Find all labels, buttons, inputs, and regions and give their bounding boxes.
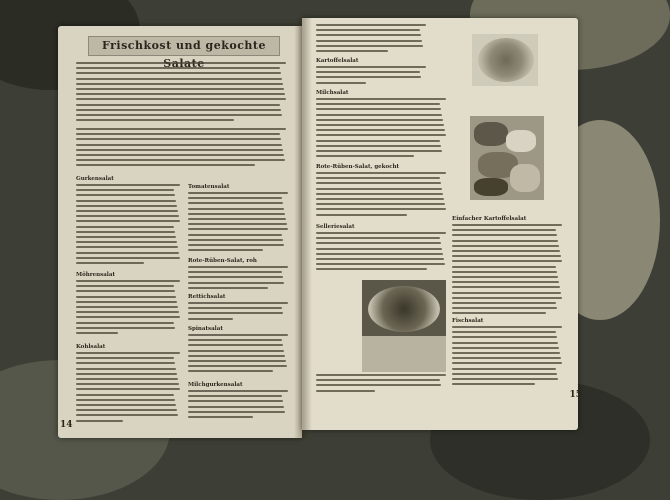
text-line bbox=[452, 336, 557, 338]
section-heading: Fischsalat bbox=[452, 318, 484, 324]
text-line bbox=[452, 342, 558, 344]
text-line bbox=[76, 93, 285, 95]
text-line bbox=[76, 257, 180, 259]
text-line bbox=[452, 271, 557, 273]
text-line bbox=[316, 384, 441, 386]
text-line bbox=[76, 189, 174, 191]
text-line bbox=[76, 290, 175, 292]
text-line bbox=[188, 266, 288, 268]
text-line bbox=[316, 66, 426, 68]
text-line bbox=[316, 379, 440, 381]
text-line bbox=[452, 297, 562, 299]
salad-photo bbox=[470, 116, 544, 200]
text-line bbox=[316, 34, 421, 36]
text-line bbox=[316, 182, 441, 184]
text-line bbox=[316, 45, 423, 47]
text-line bbox=[76, 296, 176, 298]
text-line bbox=[316, 71, 420, 73]
text-line bbox=[316, 177, 440, 179]
text-line bbox=[188, 228, 288, 230]
text-line bbox=[316, 76, 421, 78]
text-line bbox=[316, 172, 446, 174]
open-booklet bbox=[58, 18, 582, 438]
text-line bbox=[188, 239, 283, 241]
text-line bbox=[188, 360, 286, 362]
text-line bbox=[452, 276, 558, 278]
text-line bbox=[452, 245, 559, 247]
section-heading: Kohlsalat bbox=[76, 344, 106, 350]
text-line bbox=[76, 280, 180, 282]
text-line bbox=[76, 378, 178, 380]
text-line bbox=[316, 50, 388, 52]
text-line bbox=[452, 292, 561, 294]
text-line bbox=[76, 420, 123, 422]
text-line bbox=[76, 78, 282, 80]
left-page bbox=[58, 26, 302, 438]
text-line bbox=[452, 368, 556, 370]
text-line bbox=[76, 322, 174, 324]
text-line bbox=[76, 394, 174, 396]
text-line bbox=[452, 250, 560, 252]
text-line bbox=[76, 368, 176, 370]
section-heading: Selleriesalat bbox=[316, 224, 355, 230]
section-heading: Spinatsalat bbox=[188, 326, 223, 332]
text-line bbox=[452, 229, 556, 231]
text-line bbox=[76, 62, 286, 64]
text-line bbox=[316, 103, 440, 105]
text-line bbox=[76, 98, 286, 100]
text-line bbox=[76, 83, 283, 85]
text-line bbox=[76, 194, 175, 196]
text-line bbox=[76, 404, 176, 406]
text-line bbox=[452, 347, 559, 349]
salad-photo bbox=[472, 34, 538, 86]
text-line bbox=[188, 213, 285, 215]
text-line bbox=[76, 200, 176, 202]
text-line bbox=[76, 301, 177, 303]
section-heading: Rettichsalat bbox=[188, 294, 226, 300]
text-line bbox=[316, 188, 442, 190]
text-line bbox=[316, 140, 440, 142]
text-line bbox=[316, 193, 443, 195]
text-line bbox=[316, 40, 422, 42]
text-line bbox=[188, 334, 288, 336]
text-line bbox=[76, 252, 179, 254]
text-line bbox=[316, 155, 414, 157]
text-line bbox=[316, 98, 446, 100]
section-heading: Rote-Rüben-Salat, gekocht bbox=[316, 164, 400, 170]
text-line bbox=[316, 119, 443, 121]
text-line bbox=[188, 282, 284, 284]
text-line bbox=[76, 236, 176, 238]
text-line bbox=[76, 383, 179, 385]
text-line bbox=[76, 220, 180, 222]
text-line bbox=[76, 67, 280, 69]
text-line bbox=[188, 312, 283, 314]
text-line bbox=[452, 383, 535, 385]
text-line bbox=[316, 134, 446, 136]
text-line bbox=[76, 138, 281, 140]
text-line bbox=[188, 234, 282, 236]
text-line bbox=[316, 268, 427, 270]
text-line bbox=[76, 285, 174, 287]
text-line bbox=[188, 411, 285, 413]
text-line bbox=[316, 214, 407, 216]
text-line bbox=[316, 29, 420, 31]
text-line bbox=[188, 350, 284, 352]
section-heading: Gurkensalat bbox=[76, 176, 114, 182]
text-line bbox=[188, 249, 263, 251]
text-line bbox=[188, 192, 288, 194]
text-line bbox=[316, 203, 445, 205]
text-line bbox=[452, 373, 557, 375]
text-line bbox=[316, 129, 445, 131]
text-line bbox=[76, 316, 180, 318]
text-line bbox=[76, 149, 283, 151]
text-line bbox=[76, 72, 281, 74]
text-line bbox=[188, 307, 282, 309]
section-heading: Rote-Rüben-Salat, roh bbox=[188, 258, 257, 264]
text-line bbox=[188, 202, 283, 204]
text-line bbox=[188, 355, 285, 357]
text-line bbox=[188, 218, 286, 220]
text-line bbox=[452, 286, 560, 288]
text-line bbox=[316, 145, 441, 147]
text-line bbox=[452, 234, 557, 236]
text-line bbox=[316, 24, 426, 26]
text-line bbox=[452, 240, 558, 242]
text-line bbox=[188, 344, 283, 346]
text-line bbox=[316, 237, 440, 239]
text-line bbox=[452, 281, 559, 283]
text-line bbox=[188, 244, 284, 246]
text-line bbox=[452, 326, 562, 328]
text-line bbox=[76, 104, 280, 106]
text-line bbox=[316, 253, 443, 255]
text-line bbox=[76, 226, 174, 228]
text-line bbox=[188, 370, 273, 372]
text-line bbox=[452, 312, 546, 314]
text-line bbox=[452, 378, 558, 380]
text-line bbox=[316, 198, 444, 200]
text-line bbox=[316, 232, 446, 234]
text-line bbox=[76, 399, 175, 401]
text-line bbox=[76, 184, 180, 186]
text-line bbox=[76, 388, 180, 390]
text-line bbox=[316, 390, 375, 392]
text-line bbox=[188, 223, 287, 225]
section-heading: Einfacher Kartoffelsalat bbox=[452, 216, 527, 222]
text-line bbox=[316, 114, 442, 116]
text-line bbox=[188, 287, 268, 289]
text-line bbox=[316, 258, 444, 260]
text-line bbox=[452, 302, 556, 304]
section-heading: Möhrensalat bbox=[76, 272, 116, 278]
text-line bbox=[76, 409, 177, 411]
text-line bbox=[76, 159, 285, 161]
text-line bbox=[76, 362, 175, 364]
text-line bbox=[76, 205, 177, 207]
text-line bbox=[76, 215, 179, 217]
page-title: Frischkost und gekochte bbox=[88, 36, 280, 56]
page-number: 14 bbox=[60, 420, 73, 430]
text-line bbox=[188, 406, 284, 408]
text-line bbox=[452, 331, 556, 333]
text-line bbox=[188, 197, 282, 199]
text-line bbox=[452, 307, 557, 309]
text-line bbox=[188, 276, 283, 278]
section-heading: Tomatensalat bbox=[188, 184, 230, 190]
text-line bbox=[316, 263, 445, 265]
text-line bbox=[452, 362, 562, 364]
text-line bbox=[316, 108, 441, 110]
text-line bbox=[188, 390, 288, 392]
text-line bbox=[452, 255, 561, 257]
section-heading: Milchsalat bbox=[316, 90, 349, 96]
text-line bbox=[76, 144, 282, 146]
text-line bbox=[316, 242, 441, 244]
section-heading: Kartoffelsalat bbox=[316, 58, 359, 64]
text-line bbox=[188, 208, 284, 210]
text-line bbox=[452, 352, 560, 354]
text-line bbox=[452, 224, 562, 226]
text-line bbox=[76, 332, 118, 334]
text-line bbox=[76, 327, 175, 329]
text-line bbox=[76, 352, 180, 354]
text-line bbox=[316, 150, 442, 152]
text-line bbox=[316, 124, 444, 126]
text-line bbox=[188, 416, 253, 418]
text-line bbox=[76, 114, 282, 116]
text-line bbox=[188, 395, 282, 397]
text-line bbox=[188, 271, 282, 273]
text-line bbox=[76, 154, 284, 156]
salad-photo bbox=[362, 280, 446, 372]
text-line bbox=[76, 306, 178, 308]
text-line bbox=[188, 318, 233, 320]
text-line bbox=[188, 302, 288, 304]
text-line bbox=[76, 164, 255, 166]
text-line bbox=[316, 374, 446, 376]
text-line bbox=[76, 133, 280, 135]
text-line bbox=[188, 400, 283, 402]
text-line bbox=[452, 260, 562, 262]
text-line bbox=[316, 82, 366, 84]
text-line bbox=[76, 373, 177, 375]
page-number: 15 bbox=[569, 390, 582, 400]
text-line bbox=[452, 357, 561, 359]
text-line bbox=[76, 109, 281, 111]
section-heading: Milchgurkensalat bbox=[188, 382, 243, 388]
text-line bbox=[76, 210, 178, 212]
text-line bbox=[76, 262, 144, 264]
text-line bbox=[76, 88, 284, 90]
text-line bbox=[76, 357, 174, 359]
text-line bbox=[76, 128, 286, 130]
text-line bbox=[76, 311, 179, 313]
text-line bbox=[76, 241, 177, 243]
text-line bbox=[76, 414, 178, 416]
text-line bbox=[76, 231, 175, 233]
text-line bbox=[76, 119, 234, 121]
text-line bbox=[188, 365, 287, 367]
text-line bbox=[316, 248, 442, 250]
text-line bbox=[452, 266, 556, 268]
text-line bbox=[316, 208, 446, 210]
text-line bbox=[76, 246, 178, 248]
text-line bbox=[188, 339, 282, 341]
right-page bbox=[302, 18, 582, 430]
